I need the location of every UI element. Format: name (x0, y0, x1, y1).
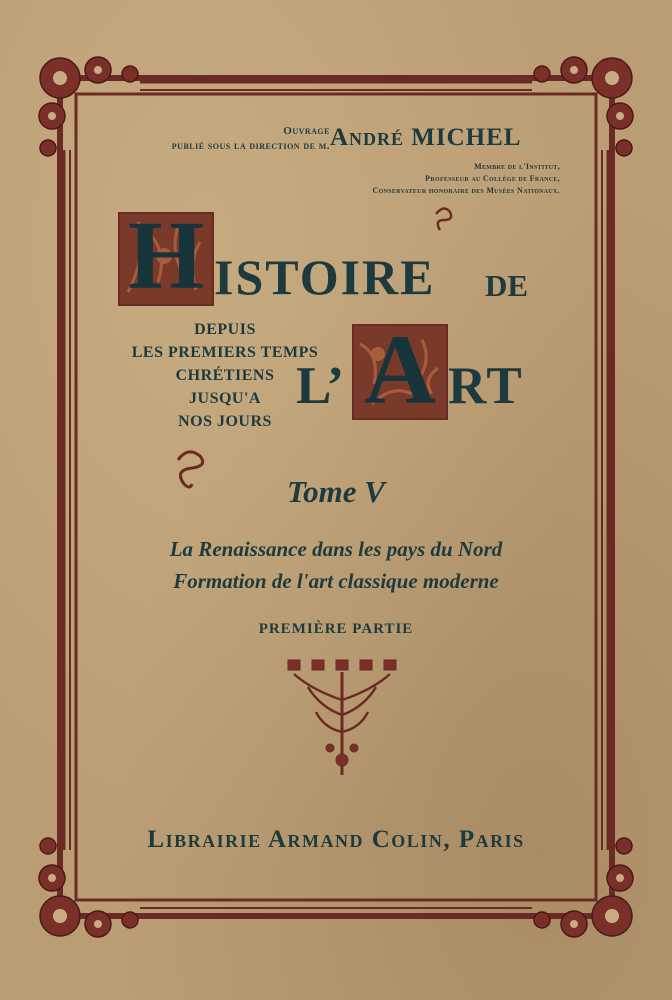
title-l-prefix: L’ (296, 357, 345, 415)
subtitle-line-1: DEPUIS (194, 321, 256, 338)
title-art: RT (448, 357, 524, 415)
subtitle-block (100, 318, 350, 433)
author-title-2: Professeur au Collège de France, (425, 174, 560, 183)
publisher-name: Librairie Armand Colin, Paris (147, 826, 525, 853)
subtitle-line-5: NOS JOURS (178, 413, 272, 430)
author-title-1: Membre de l'Institut, (474, 162, 560, 171)
flourish-icon (436, 208, 451, 230)
tome-heading: Tome V (287, 474, 385, 509)
initial-h: H (127, 202, 205, 310)
title-histoire: ISTOIRE (214, 249, 436, 305)
volume-line-1: La Renaissance dans les pays du Nord (169, 537, 503, 561)
floral-ornament-icon (288, 660, 396, 775)
title-de: DE (485, 268, 529, 303)
subtitle-line-3: CHRÉTIENS (175, 367, 275, 384)
author-titles (290, 161, 560, 197)
partie-label: PREMIÈRE PARTIE (258, 621, 414, 637)
subtitle-line-2: LES PREMIERS TEMPS (131, 344, 319, 361)
subtitle-line-4: JUSQU'A (189, 390, 261, 407)
author-name: André MICHEL (330, 124, 522, 151)
volume-line-2: Formation de l'art classique moderne (173, 569, 499, 593)
author-title-3: Conservateur honoraire des Musées Nationaux. (372, 186, 560, 195)
editor-credit (110, 124, 330, 154)
direction-label: publié sous la direction de m. (171, 140, 330, 152)
ouvrage-label: Ouvrage (283, 125, 330, 137)
initial-a: A (363, 314, 437, 425)
